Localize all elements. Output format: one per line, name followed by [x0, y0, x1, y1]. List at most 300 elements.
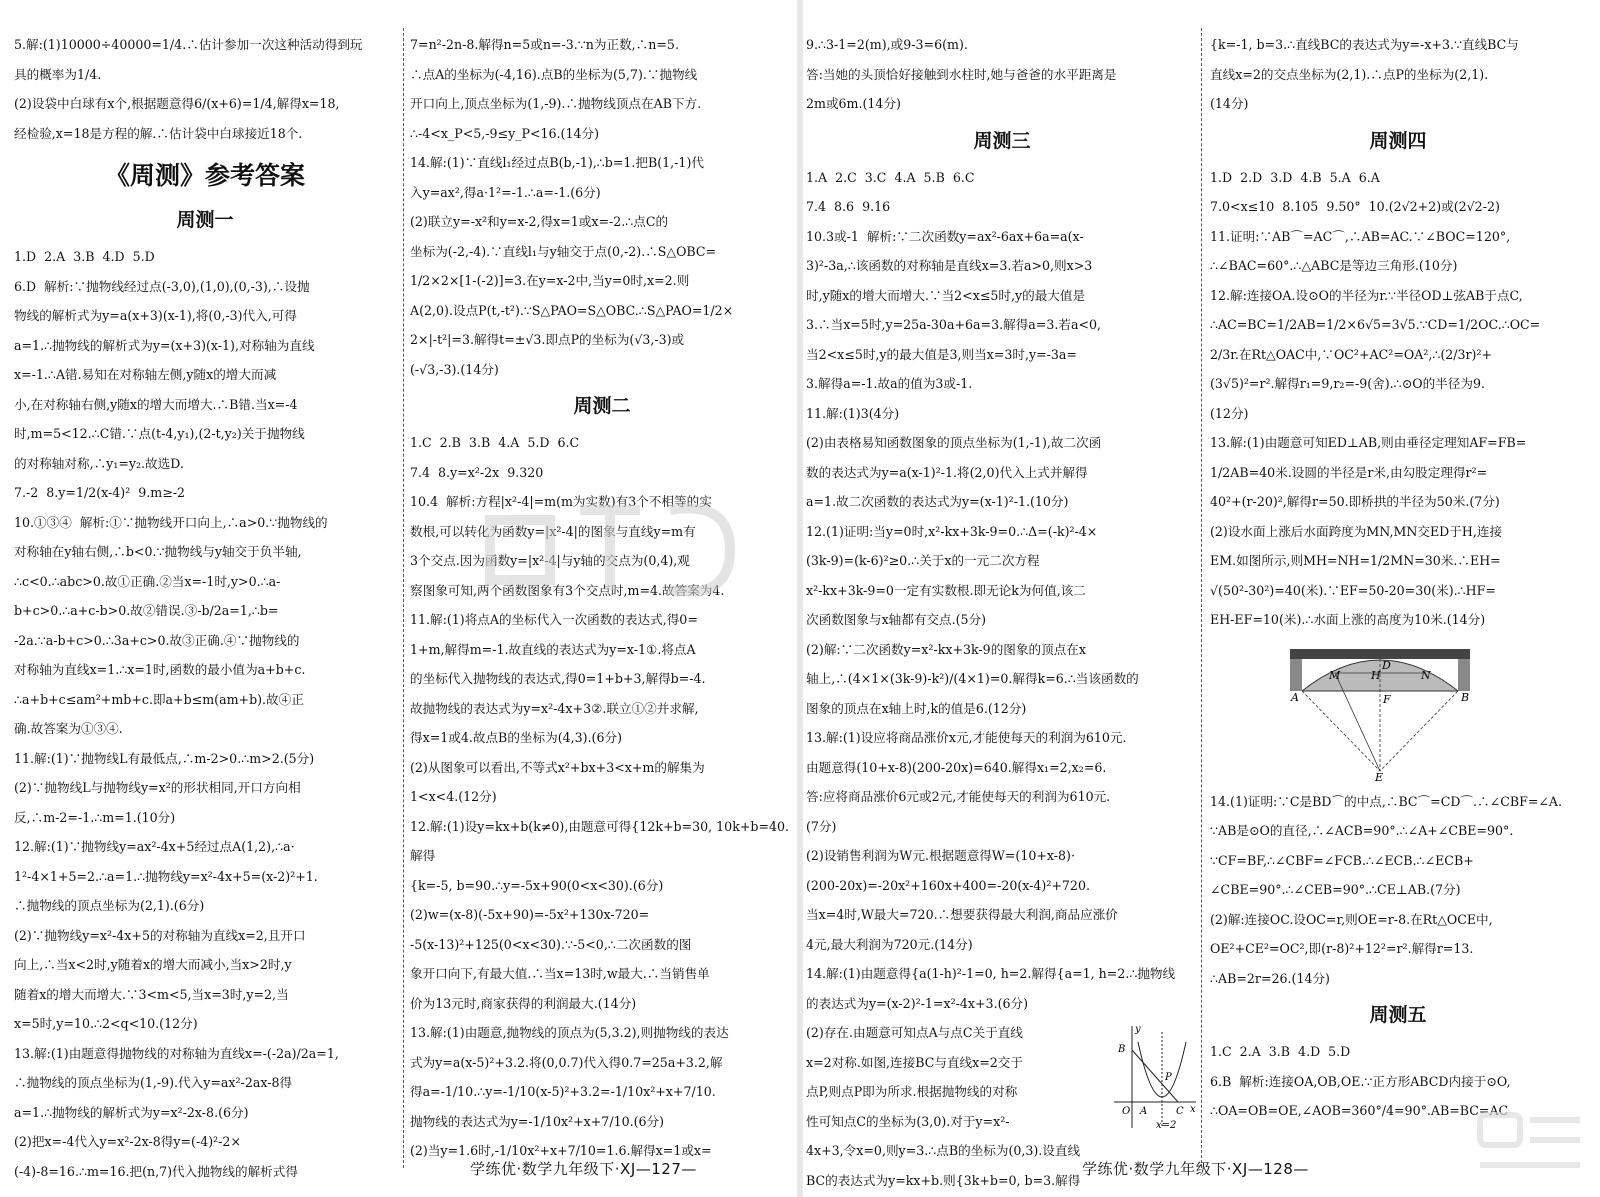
answer-line — [14, 537, 396, 567]
answer-line — [410, 1107, 794, 1137]
line-text: ∴a+b+c≤am²+mb+c.即a+b≤m(am+b).故④正 — [14, 691, 304, 707]
column-divider — [1201, 28, 1202, 1168]
graph-label: x — [1190, 1104, 1196, 1115]
answer-line — [14, 1127, 396, 1157]
line-text: 数的表达式为y=a(x-1)²-1.将(2,0)代入上式并解得 — [806, 464, 1088, 480]
line-text: (2)存在.由题意可知点A与点C关于直线 — [806, 1025, 1023, 1040]
bridge-label: H — [1371, 668, 1381, 682]
graph-label: y — [1135, 1024, 1141, 1035]
answer-line — [14, 449, 396, 479]
answer-line — [14, 773, 396, 803]
answer-line — [14, 119, 396, 149]
answer-line — [410, 325, 794, 355]
line-text: 4元,最大利润为720元.(14分) — [806, 936, 973, 952]
line-text: (2)把x=-4代入y=x²-2x-8得y=(-4)²-2× — [14, 1134, 242, 1149]
line-text: ∴AC=BC=1/2AB=1/2×6√5=3√5.∵CD=1/2OC.∴OC= — [1210, 317, 1541, 332]
answer-line — [1210, 546, 1586, 576]
answer-line — [1210, 192, 1586, 222]
answer-line — [806, 251, 1198, 281]
answer-line — [410, 148, 794, 178]
answer-line — [806, 871, 1198, 901]
line-text: 2m或6m.(14分) — [806, 96, 901, 111]
answer-line — [410, 959, 794, 989]
answer-line — [14, 301, 396, 331]
answer-line — [410, 119, 794, 149]
answer-line — [1210, 163, 1586, 193]
answer-line — [806, 369, 1198, 399]
answer-line — [806, 753, 1198, 783]
answer-line — [14, 803, 396, 833]
answer-line — [410, 89, 794, 119]
line-text: 答:应将商品涨价6元或2元,才能使每天的利润为610元. — [806, 789, 1111, 804]
line-text: 向上,∴当x<2时,y随着x的增大而减小,当x>2时,y — [14, 957, 292, 972]
line-text: √(50²-30²)=40(米).∵EF=50-20=30(米).∴HF= — [1210, 582, 1496, 598]
answer-line — [410, 30, 794, 60]
line-text: ∴OA=OB=OE,∠AOB=360°/4=90°.AB=BC=AC — [1210, 1103, 1509, 1118]
section-heading — [1210, 995, 1586, 1035]
line-text: {k=-5, b=90.∴y=-5x+90(0<x<30).(6分) — [410, 877, 664, 893]
graph-label: C — [1176, 1106, 1184, 1117]
line-text: ∴c<0.∴abc>0.故①正确.②当x=-1时,y>0.∴a- — [14, 573, 281, 589]
answer-line — [806, 989, 1198, 1019]
answer-line — [14, 508, 396, 538]
line-text: 2/3r.在Rt△OAC中,∵OC²+AC²=OA²,∴(2/3r)²+ — [1210, 346, 1493, 362]
line-text: 6.B 解析:连接OA,OB,OE.∵正方形ABCD内接于⊙O, — [1210, 1073, 1511, 1089]
line-text: (14分) — [1210, 96, 1249, 111]
bridge-arch-figure — [1285, 641, 1475, 784]
answer-line — [806, 163, 1198, 193]
answer-line — [1210, 964, 1586, 994]
answer-line — [410, 237, 794, 267]
line-text: 察图象可知,两个函数图象有3个交点时,m=4.故答案为4. — [410, 582, 725, 598]
answer-line — [1210, 89, 1586, 119]
answer-line — [410, 355, 794, 385]
line-text: 12.解:连接OA.设⊙O的半径为r.∵半径OD⊥弦AB于点C, — [1210, 287, 1523, 303]
line-text: 11.解:(1)3(4分) — [806, 405, 900, 421]
line-text: 5.解:(1)10000÷40000=1/4.∴估计参加一次这种活动得到玩 — [14, 37, 363, 52]
answer-line — [410, 207, 794, 237]
bridge-label: N — [1421, 668, 1431, 682]
answer-line — [1210, 487, 1586, 517]
line-text: a=1.∴抛物线的解析式为y=x²-2x-8.(6分) — [14, 1104, 249, 1120]
graph-label: A — [1140, 1106, 1148, 1117]
line-text: 9.∴3-1=2(m),或9-3=6(m). — [806, 37, 968, 52]
line-text: 入y=ax²,得a·1²=-1.∴a=-1.(6分) — [410, 184, 601, 200]
column-2 — [410, 30, 794, 1158]
answer-line — [1210, 787, 1586, 817]
line-text: 抛物线的表达式为y=-1/10x²+x+7/10.(6分) — [410, 1113, 665, 1129]
answer-line — [14, 390, 396, 420]
answer-line — [14, 360, 396, 390]
answer-line — [14, 478, 396, 508]
line-text: 7.0<x≤10 8.105 9.50° 10.(2√2+2)或(2√2-2) — [1210, 199, 1500, 214]
answer-line — [806, 89, 1198, 119]
line-text: b+c>0.∴a+c-b>0.故②错误.③-b/2a=1,∴b= — [14, 603, 279, 618]
line-text: ∴-4<x_P<5,-9≤y_P<16.(14分) — [410, 125, 600, 141]
line-text: 象开口向下,有最大值.∴当x=13时,w最大.∴当销售单 — [410, 966, 710, 981]
answer-line — [14, 419, 396, 449]
answer-line — [410, 517, 794, 547]
answer-line — [410, 871, 794, 901]
answer-line — [806, 930, 1198, 960]
answer-line — [410, 266, 794, 296]
line-text: EM.如图所示,则MH=NH=1/2MN=30米.∴EH= — [1210, 553, 1501, 568]
answer-line — [806, 60, 1198, 90]
line-text: OE²+CE²=OC²,即(r-8)²+12²=r².解得r=13. — [1210, 941, 1474, 956]
graph-label: O — [1122, 1106, 1131, 1117]
answer-line — [14, 950, 396, 980]
line-text: 11.解:(1)将点A的坐标代入一次函数的表达式,得0= — [410, 612, 698, 627]
answer-line — [806, 959, 1198, 989]
line-text: 1.D 2.D 3.D 4.B 5.A 6.A — [1210, 169, 1380, 185]
section-main-title — [14, 154, 396, 198]
page-footer-left: 学练优·数学九年级下·XJ—127— — [470, 1160, 697, 1178]
answer-line — [806, 310, 1198, 340]
answer-line — [1210, 60, 1586, 90]
line-text: ∴抛物线的顶点坐标为(2,1).(6分) — [14, 898, 205, 913]
answer-line — [410, 1018, 794, 1048]
answer-line — [410, 930, 794, 960]
line-text: (-√3,-3).(14分) — [410, 361, 499, 377]
line-text: 3)²-3a,∴该函数的对称轴是直线x=3.若a>0,则x>3 — [806, 258, 1093, 273]
line-text: 1/2AB=40米.设圆的半径是r米,由勾股定理得r²= — [1210, 464, 1488, 480]
bridge-label: M — [1329, 668, 1341, 682]
answer-line — [1210, 281, 1586, 311]
bridge-label: B — [1461, 690, 1470, 704]
answer-line — [410, 1048, 794, 1078]
answer-line — [410, 576, 794, 606]
line-text: (3√5)²=r².解得r₁=9,r₂=-9(舍).∴⊙O的半径为9. — [1210, 376, 1485, 391]
line-text: 14.解:(1)由题意得{a(1-h)²-1=0, h=2.解得{a=1, h=2.∴抛物线 — [806, 966, 1176, 981]
answer-line — [410, 296, 794, 326]
line-text: 1/2×2×[1-(-2)]=3.在y=x-2中,当y=0时,x=2.则 — [410, 273, 690, 288]
line-text: a=1.故二次函数的表达式为y=(x-1)²-1.(10分) — [806, 494, 1069, 509]
section-heading — [1210, 121, 1586, 161]
answer-line — [1210, 340, 1586, 370]
line-text: (12分) — [1210, 405, 1249, 421]
answer-line — [806, 812, 1198, 842]
answer-line — [410, 635, 794, 665]
answer-line — [1210, 1096, 1586, 1126]
answer-line — [410, 1077, 794, 1107]
answer-line — [14, 89, 396, 119]
line-text: ∴AB=2r=26.(14分) — [1210, 970, 1330, 986]
line-text: 13.解:(1)由题意,抛物线的顶点为(5,3.2),则抛物线的表达 — [410, 1025, 729, 1040]
line-text: 时,m=5<12.∴C错.∵点(t-4,y₁),(2-t,y₂)关于抛物线 — [14, 426, 305, 441]
column-4 — [1210, 30, 1586, 1150]
line-text: 7.4 8.y=x²-2x 9.320 — [410, 464, 544, 480]
line-text: 性可知点C的坐标为(3,0).对于y=x²- — [806, 1113, 1010, 1129]
line-text: (2)∵抛物线y=x²-4x+5的对称轴为直线x=2,且开口 — [14, 927, 306, 943]
line-text: -2a.∵a-b+c>0.∴3a+c>0.故③正确.④∵抛物线的 — [14, 632, 300, 648]
line-text: (2)由表格易知函数图象的顶点坐标为(1,-1),故二次函 — [806, 435, 1102, 450]
line-text: 的表达式为y=(x-2)²-1=x²-4x+3.(6分) — [806, 995, 1029, 1011]
bridge-label: D — [1382, 658, 1391, 672]
answer-line — [14, 1068, 396, 1098]
line-text: 10.3或-1 解析:∵二次函数y=ax²-6ax+6a=a(x- — [806, 228, 1084, 244]
line-text: (2)设袋中白球有x个,根据题意得6/(x+6)=1/4,解得x=18, — [14, 96, 340, 111]
answer-line — [410, 605, 794, 635]
answer-line — [806, 192, 1198, 222]
page-footer-right: 学练优·数学九年级下·XJ—128— — [1082, 1160, 1309, 1178]
line-text: 价为13元时,商家获得的利润最大.(14分) — [410, 995, 637, 1011]
line-text: (2)设销售利润为W元.根据题意得W=(10+x-8)· — [806, 848, 1075, 863]
line-text: 随着x的增大而增大.∵3<m<5,当x=3时,y=2,当 — [14, 986, 289, 1002]
answer-line — [410, 458, 794, 488]
answer-line — [1210, 846, 1586, 876]
answer-line — [806, 399, 1198, 429]
answer-line — [1210, 399, 1586, 429]
line-text: 13.解:(1)由题意可知ED⊥AB,则由垂径定理知AF=FB= — [1210, 435, 1527, 450]
answer-line — [1210, 576, 1586, 606]
line-text: 周测四 — [1369, 129, 1427, 152]
line-text: 14.(1)证明:∵C是BD⌒的中点,∴BC⌒=CD⌒.∴∠CBF=∠A. — [1210, 793, 1563, 809]
answer-line — [14, 596, 396, 626]
line-text: (2)当y=1.6时,-1/10x²+x+7/10=1.6.解得x=1或x= — [410, 1143, 712, 1158]
line-text: 11.解:(1)∵抛物线L有最低点,∴m-2>0.∴m>2.(5分) — [14, 750, 315, 766]
line-text: x=2对称.如图,连接BC与直线x=2交于 — [806, 1054, 1023, 1070]
line-text: (2)设水面上涨后水面跨度为MN,MN交ED于H,连接 — [1210, 523, 1503, 539]
answer-line — [410, 664, 794, 694]
answer-line — [1210, 458, 1586, 488]
answer-line — [1210, 1067, 1586, 1097]
answer-line — [806, 281, 1198, 311]
answer-line — [410, 546, 794, 576]
answer-line — [1210, 605, 1586, 635]
line-text: 1.C 2.B 3.B 4.A 5.D 6.C — [410, 435, 580, 450]
line-text: ∠CBE=90°.∴∠CEB=90°.∴CE⊥AB.(7分) — [1210, 882, 1461, 897]
answer-line — [14, 714, 396, 744]
line-text: 7.4 8.6 9.16 — [806, 199, 891, 214]
line-text: 周测二 — [573, 395, 631, 417]
line-text: {k=-1, b=3.∴直线BC的表达式为y=-x+3.∵直线BC与 — [1210, 37, 1519, 52]
answer-line — [1210, 905, 1586, 935]
line-text: 的坐标代入抛物线的表达式,得0=1+b+3,解得b=-4. — [410, 671, 706, 686]
line-text: 10.4 解析:方程|x²-4|=m(m为实数)有3个不相等的实 — [410, 494, 712, 509]
line-text: ∵AB是⊙O的直径,∴∠ACB=90°.∴∠A+∠CBE=90°. — [1210, 823, 1514, 838]
line-text: BC的表达式为y=kx+b.则{3k+b=0, b=3.解得 — [806, 1172, 1081, 1188]
line-text: 次函数图象与x轴都有交点.(5分) — [806, 612, 987, 627]
line-text: 轴上,∴(4×1×(3k-9)-k²)/(4×1)=0.解得k=6.∴当该函数的 — [806, 671, 1139, 686]
line-text: a=1.∴抛物线的解析式为y=(x+3)(x-1),对称轴为直线 — [14, 337, 315, 353]
answer-line — [410, 694, 794, 724]
answer-line — [806, 428, 1198, 458]
answer-line — [410, 782, 794, 812]
line-text: 《周测》参考答案 — [104, 161, 305, 190]
line-text: 直线x=2的交点坐标为(2,1).∴点P的坐标为(2,1). — [1210, 66, 1489, 82]
line-text: EH-EF=10(米).∴水面上涨的高度为10米.(14分) — [1210, 612, 1486, 627]
line-text: 1+m,解得m=-1.故直线的表达式为y=x-1①.将点A — [410, 641, 696, 657]
line-text: 答:当她的头顶恰好接触到水柱时,她与爸爸的水平距离是 — [806, 66, 1117, 82]
column-divider — [403, 28, 404, 1168]
answer-line — [806, 841, 1198, 871]
parabola-graph-figure — [1110, 1022, 1198, 1132]
graph-label: B — [1118, 1044, 1126, 1055]
answer-line — [410, 60, 794, 90]
line-text: 当x=4时,W最大=720.∴想要获得最大利润,商品应涨价 — [806, 907, 1118, 922]
line-text: 13.解:(1)由题意得抛物线的对称轴为直线x=-(-2a)/2a=1, — [14, 1045, 339, 1061]
line-text: ∴抛物线的顶点坐标为(1,-9).代入y=ax²-2ax-8得 — [14, 1075, 293, 1090]
line-text: 12.(1)证明:当y=0时,x²-kx+3k-9=0.∴Δ=(-k)²-4× — [806, 523, 1098, 539]
answer-line — [806, 664, 1198, 694]
line-text: x²-kx+3k-9=0一定有实数根.即无论k为何值,该二 — [806, 582, 1086, 598]
line-text: 2×|-t²|=3.解得t=±√3.即点P的坐标为(√3,-3)或 — [410, 332, 685, 347]
line-text: (2)解:∵二次函数y=x²-kx+3k-9的图象的顶点在x — [806, 641, 1086, 657]
answer-line — [410, 723, 794, 753]
column-1 — [14, 30, 396, 1179]
section-heading — [14, 200, 396, 240]
line-text: 10.①③④ 解析:①∵抛物线开口向上,∴a>0.∵抛物线的 — [14, 514, 328, 530]
section-heading — [410, 386, 794, 426]
line-text: 的对称轴对称,∴y₁=y₂.故选D. — [14, 455, 184, 471]
line-text: 1.A 2.C 3.C 4.A 5.B 6.C — [806, 169, 975, 185]
graph-label: P — [1165, 1072, 1172, 1083]
line-text: 7.-2 8.y=1/2(x-4)² 9.m≥-2 — [14, 485, 186, 500]
line-text: 12.解:(1)∵抛物线y=ax²-4x+5经过点A(1,2),∴a· — [14, 839, 295, 854]
line-text: 点P,则点P即为所求.根据抛物线的对称 — [806, 1084, 1018, 1099]
answer-line — [1210, 222, 1586, 252]
answer-line — [410, 989, 794, 1019]
answer-line — [806, 723, 1198, 753]
answer-line — [806, 517, 1198, 547]
answer-line — [806, 546, 1198, 576]
line-text: 1²-4×1+5=2.∴a=1.∴抛物线y=x²-4x+5=(x-2)²+1. — [14, 868, 318, 884]
line-text: A(2,0).设点P(t,-t²).∵S△PAO=S△OBC.∴S△PAO=1/2× — [410, 302, 734, 318]
answer-line — [806, 694, 1198, 724]
line-text: 周测三 — [973, 129, 1031, 152]
line-text: 3.∴当x=5时,y=25a-30a+6a=3.解得a=3.若a<0, — [806, 317, 1102, 332]
line-text: 确.故答案为①③④. — [14, 721, 123, 736]
line-text: 小,在对称轴右侧,y随x的增大而增大.∴B错.当x=-4 — [14, 396, 298, 412]
answer-line — [1210, 30, 1586, 60]
line-text: 7=n²-2n-8.解得n=5或n=-3.∵n为正数,∴n=5. — [410, 37, 679, 52]
answer-line — [14, 30, 396, 60]
line-text: ∴点A的坐标为(-4,16).点B的坐标为(5,7).∵抛物线 — [410, 66, 698, 82]
line-text: 开口向上,顶点坐标为(1,-9).∴抛物线顶点在AB下方. — [410, 96, 702, 111]
line-text: ∴∠BAC=60°.∴△ABC是等边三角形.(10分) — [1210, 258, 1458, 273]
answer-line — [806, 782, 1198, 812]
answer-line — [1210, 310, 1586, 340]
answer-line — [1210, 428, 1586, 458]
answer-line — [14, 980, 396, 1010]
answer-line — [14, 832, 396, 862]
line-text: 反,∴m-2=-1.∴m=1.(10分) — [14, 809, 176, 825]
answer-line — [806, 222, 1198, 252]
answer-line — [1210, 369, 1586, 399]
answer-line — [806, 900, 1198, 930]
graph-label: x=2 — [1156, 1120, 1177, 1131]
section-heading — [806, 121, 1198, 161]
answer-line — [410, 428, 794, 458]
answer-line — [1210, 1037, 1586, 1067]
answer-line — [14, 331, 396, 361]
answer-line — [14, 60, 396, 90]
answer-line — [410, 900, 794, 930]
line-text: (2)∵抛物线L与抛物线y=x²的形状相同,开口方向相 — [14, 780, 301, 795]
line-text: 1.D 2.A 3.B 4.D 5.D — [14, 249, 155, 264]
line-text: ∵CF=BF,∴∠CBF=∠FCB.∴∠ECB.∴∠ECB+ — [1210, 852, 1474, 868]
line-text: 1.C 2.A 3.B 4.D 5.D — [1210, 1044, 1351, 1059]
answer-line — [806, 635, 1198, 665]
line-text: 4x+3,令x=0,则y=3.∴点B的坐标为(0,3).设直线 — [806, 1143, 1081, 1158]
answer-line — [1210, 875, 1586, 905]
line-text: 1<x<4.(12分) — [410, 789, 497, 804]
answer-line — [14, 921, 396, 951]
line-text: 3.解得a=-1.故a的值为3或-1. — [806, 376, 973, 391]
line-text: 物线的解析式为y=a(x+3)(x-1),将(0,-3)代入,可得 — [14, 308, 297, 323]
answer-line — [1210, 816, 1586, 846]
line-text: (-4)-8=16.∴m=16.把(n,7)代入抛物线的解析式得 — [14, 1163, 298, 1179]
line-text: 具的概率为1/4. — [14, 66, 102, 82]
line-text: 图象的顶点在x轴上时,k的值是6.(12分) — [806, 700, 1027, 716]
answer-line — [1210, 517, 1586, 547]
line-text: 周测五 — [1369, 1004, 1427, 1026]
line-text: 时,y随x的增大而增大.∵当2<x≤5时,y的最大值是 — [806, 287, 1086, 303]
line-text: 由题意得(10+x-8)(200-20x)=640.解得x₁=2,x₂=6. — [806, 759, 1107, 775]
line-text: x=5时,y=10.∴2<q<10.(12分) — [14, 1016, 198, 1031]
answer-line — [14, 1098, 396, 1128]
answer-line — [14, 567, 396, 597]
answer-line — [14, 655, 396, 685]
line-text: (2)解:连接OC.设OC=r,则OE=r-8.在Rt△OCE中, — [1210, 911, 1493, 927]
bridge-label: F — [1383, 692, 1391, 706]
line-text: 坐标为(-2,-4).∵直线l₁与y轴交于点(0,-2).∴S△OBC= — [410, 243, 717, 259]
answer-line — [14, 1157, 396, 1187]
answer-line — [14, 1009, 396, 1039]
line-text: (200-20x)=-20x²+160x+400=-20(x-4)²+720. — [806, 877, 1090, 893]
answer-line — [806, 487, 1198, 517]
line-text: -5(x-13)²+125(0<x<30).∵-5<0,∴二次函数的图 — [410, 936, 692, 952]
line-text: 故抛物线的表达式为y=x²-4x+3②.联立①②并求解, — [410, 700, 699, 716]
line-text: 12.解:(1)设y=kx+b(k≠0),由题意可得{12k+b=30, 10k+b=40.解得 — [410, 818, 790, 863]
line-text: (3k-9)=(k-6)²≥0.∴关于x的一元二次方程 — [806, 553, 1040, 568]
answer-line — [14, 626, 396, 656]
answer-line — [14, 891, 396, 921]
answer-line — [410, 487, 794, 517]
answer-line — [14, 744, 396, 774]
answer-line — [1210, 934, 1586, 964]
answer-line — [14, 242, 396, 272]
line-text: 13.解:(1)设应将商品涨价x元,才能使每天的利润为610元. — [806, 730, 1127, 745]
answer-line — [14, 862, 396, 892]
bridge-label: E — [1375, 770, 1384, 784]
line-text: 3个交点.因为函数y=|x²-4|与y轴的交点为(0,4),观 — [410, 553, 690, 568]
line-text: 得a=-1/10.∴y=-1/10(x-5)²+3.2=-1/10x²+x+7/10. — [410, 1084, 716, 1099]
line-text: 经检验,x=18是方程的解.∴估计袋中白球接近18个. — [14, 125, 303, 141]
bridge-label: A — [1291, 690, 1299, 704]
answer-line — [14, 685, 396, 715]
line-text: (2)w=(x-8)(-5x+90)=-5x²+130x-720= — [410, 907, 650, 922]
line-text: (7分) — [806, 818, 837, 834]
line-text: 11.证明:∵AB⌒=AC⌒,∴AB=AC.∵∠BOC=120°, — [1210, 228, 1511, 244]
answer-line — [1210, 251, 1586, 281]
line-text: 对称轴在y轴右侧,∴b<0.∵抛物线与y轴交于负半轴, — [14, 544, 302, 559]
answer-line — [410, 178, 794, 208]
line-text: 14.解:(1)∵直线l₁经过点B(b,-1),∴b=1.把B(1,-1)代 — [410, 155, 704, 170]
answer-line — [410, 753, 794, 783]
line-text: 对称轴为直线x=1.∴x=1时,函数的最小值为a+b+c. — [14, 662, 306, 677]
line-text: 得x=1或4.故点B的坐标为(4,3).(6分) — [410, 730, 622, 745]
line-text: 式为y=a(x-5)²+3.2.将(0,0.7)代入得0.7=25a+3.2,解 — [410, 1054, 723, 1070]
answer-line — [14, 272, 396, 302]
line-text: 40²+(r-20)²,解得r=50.即桥拱的半径为50米.(7分) — [1210, 494, 1500, 509]
answer-line — [14, 1039, 396, 1069]
line-text: (2)从图象可以看出,不等式x²+bx+3<x+m的解集为 — [410, 759, 705, 775]
answer-line — [806, 340, 1198, 370]
answer-line — [410, 812, 794, 871]
answer-line — [806, 576, 1198, 606]
line-text: 当2<x≤5时,y的最大值是3,则当x=3时,y=-3a= — [806, 346, 1077, 362]
